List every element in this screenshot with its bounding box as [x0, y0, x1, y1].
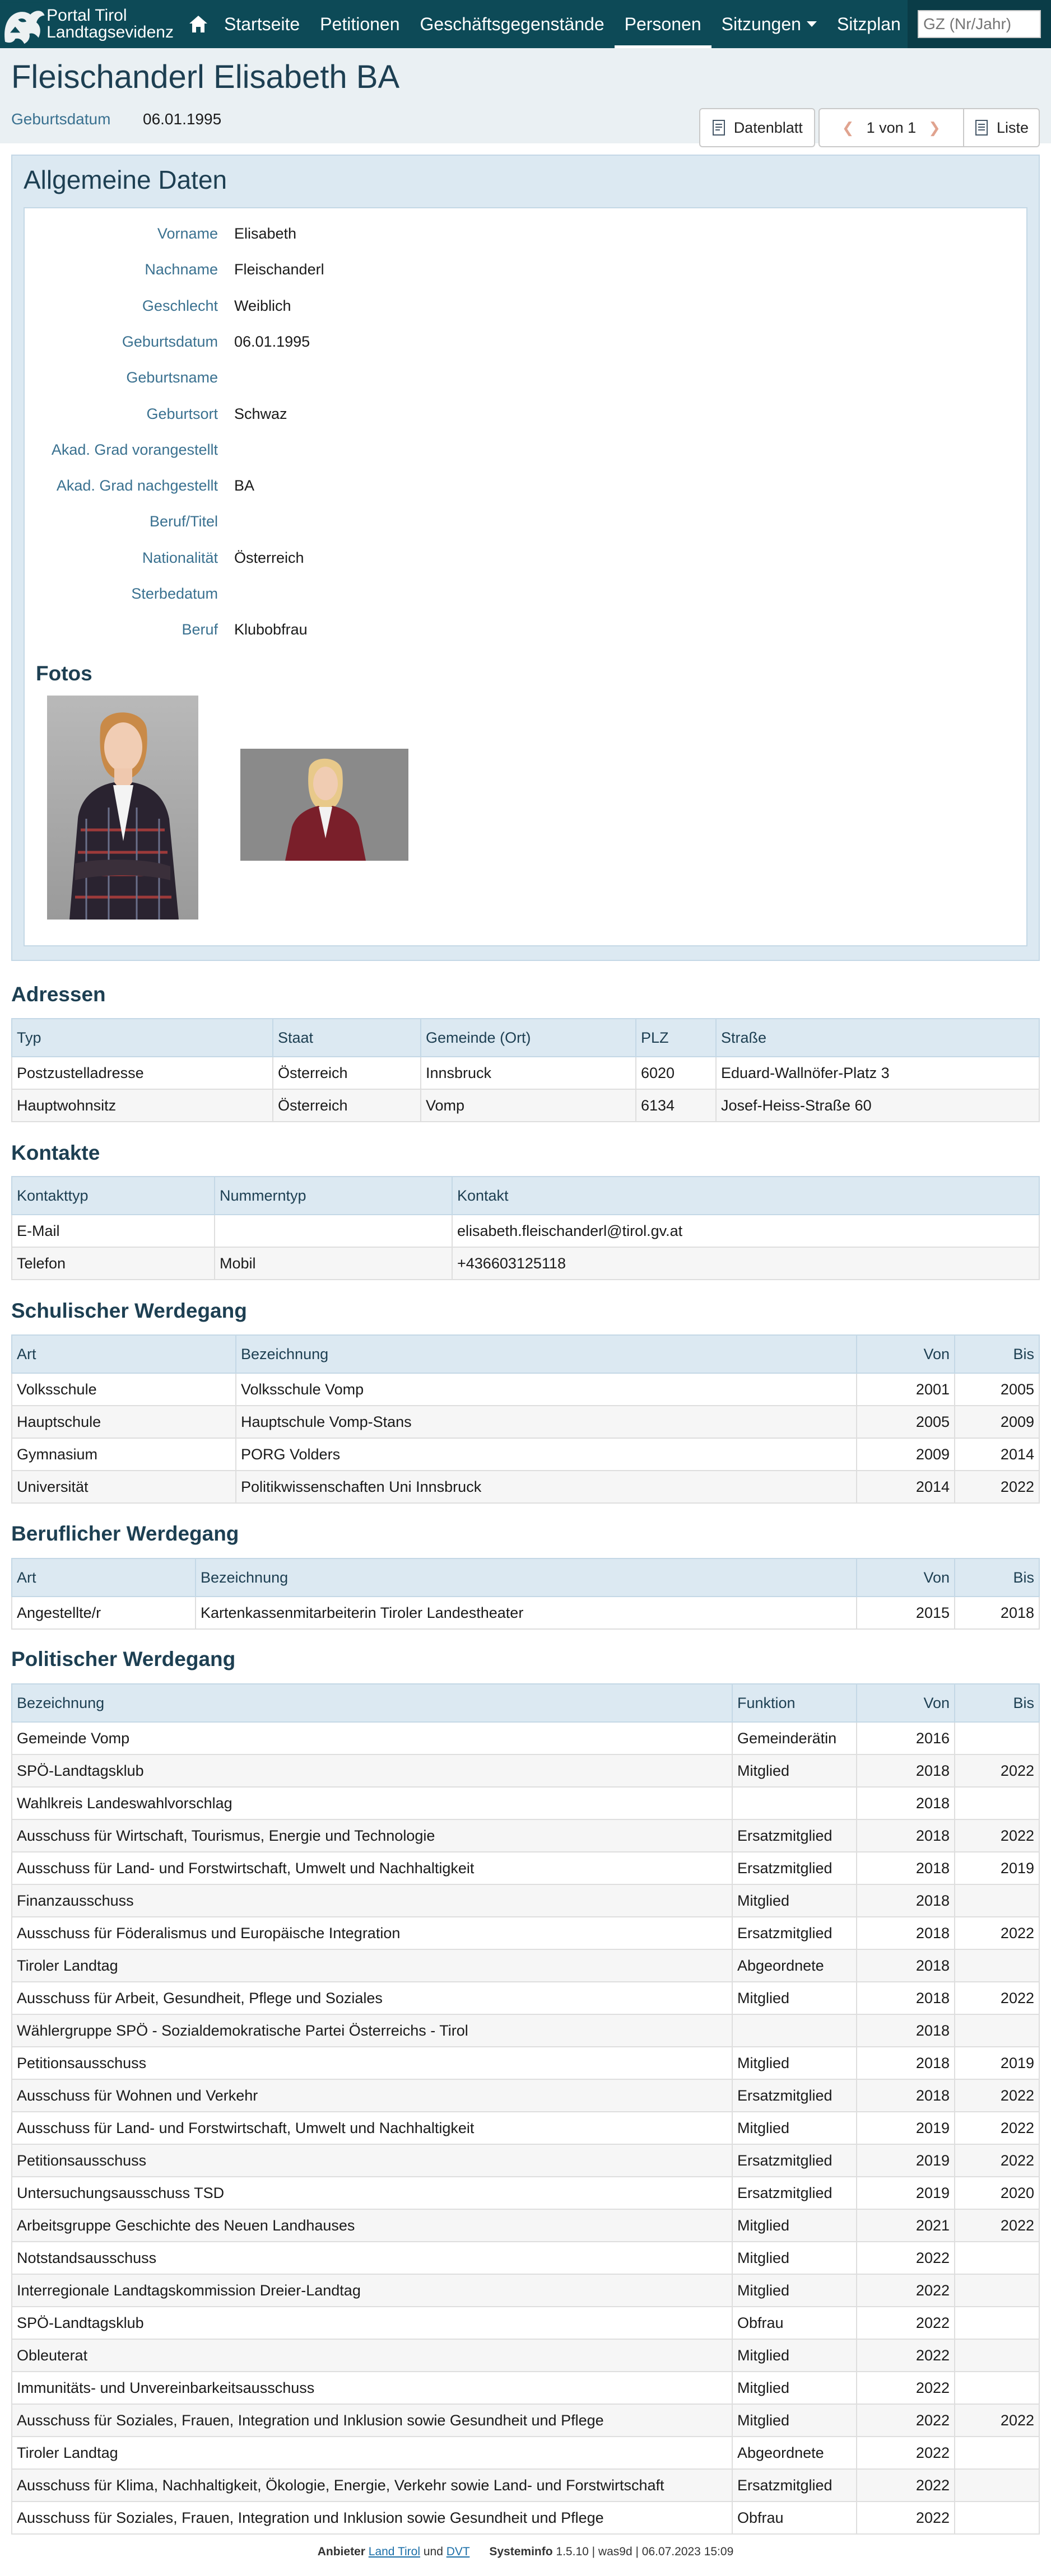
table-cell: Universität: [12, 1471, 236, 1503]
table-cell: Ersatzmitglied: [732, 1852, 857, 1884]
column-header: Straße: [716, 1019, 1039, 1057]
table-cell: Ersatzmitglied: [732, 1819, 857, 1852]
table-row: [12, 1722, 1039, 1754]
table-cell: 2015: [857, 1597, 955, 1629]
search-area: [908, 0, 1051, 48]
table-cell: 2009: [955, 1406, 1039, 1438]
adressen-title: Adressen: [11, 983, 106, 1006]
table-cell: 2018: [955, 1597, 1039, 1629]
table-cell: Ersatzmitglied: [732, 2177, 857, 2209]
field-value: BA: [234, 477, 255, 494]
table-row: [12, 2437, 1039, 2469]
table-row: [12, 2469, 1039, 2502]
table-cell: 2018: [857, 1949, 955, 1982]
table-cell: 2018: [857, 1754, 955, 1787]
footer-und: und: [423, 2545, 443, 2558]
column-header: Nummerntyp: [215, 1177, 452, 1215]
table-cell: [955, 1787, 1039, 1819]
table-cell: 2019: [857, 2112, 955, 2144]
liste-button[interactable]: [964, 109, 1039, 146]
table-cell: 2014: [857, 1471, 955, 1503]
table-row: [12, 2144, 1039, 2177]
footer-systeminfo-value: 1.5.10 | was9d | 06.07.2023 15:09: [556, 2545, 734, 2558]
field-label: Beruf: [182, 621, 218, 638]
table-cell: Interregionale Landtagskommission Dreier-Landtag: [12, 2274, 732, 2307]
field-value: Fleischanderl: [234, 261, 324, 278]
record-toolbar: [699, 108, 1040, 147]
column-header: Von: [857, 1558, 955, 1597]
table-cell: Wahlkreis Landeswahlvorschlag: [12, 1787, 732, 1819]
table-row: [12, 2112, 1039, 2144]
table-cell: Tiroler Landtag: [12, 1949, 732, 1982]
table-cell: 2022: [857, 2502, 955, 2534]
table-cell: 2018: [857, 2047, 955, 2079]
table-cell: [955, 2274, 1039, 2307]
column-header: Bis: [955, 1684, 1039, 1722]
table-cell: 2022: [955, 1471, 1039, 1503]
table-cell: [732, 2014, 857, 2047]
column-header: Bis: [955, 1335, 1039, 1373]
field-row: [25, 369, 1027, 391]
table-cell: 2018: [857, 2079, 955, 2112]
footer-systeminfo-label: Systeminfo: [489, 2545, 553, 2558]
table-row: [12, 2079, 1039, 2112]
table-cell: [955, 2437, 1039, 2469]
table-cell: 2022: [857, 2469, 955, 2502]
field-label: Beruf/Titel: [149, 513, 218, 530]
table-row: [12, 1982, 1039, 2014]
table-cell: Hauptschule: [12, 1406, 236, 1438]
table-row: [12, 1597, 1039, 1629]
eagle-logo-icon: [0, 0, 46, 48]
table-row: [12, 2502, 1039, 2534]
footer: [0, 2545, 1051, 2576]
page-header: [0, 48, 1051, 143]
column-header: Bezeichnung: [196, 1558, 857, 1597]
table-row: [12, 2307, 1039, 2339]
table-row: [12, 2014, 1039, 2047]
field-value: Österreich: [234, 549, 304, 566]
brand[interactable]: [0, 0, 174, 48]
table-cell: Petitionsausschuss: [12, 2047, 732, 2079]
table-cell: 2018: [857, 1884, 955, 1917]
table-cell: 2020: [955, 2177, 1039, 2209]
table-row: [12, 1471, 1039, 1503]
table-row: [12, 1754, 1039, 1787]
beruf-table: [11, 1558, 1040, 1630]
field-row: [25, 225, 1027, 248]
table-cell: 2022: [857, 2339, 955, 2372]
brand-text: [46, 7, 174, 41]
column-header: PLZ: [636, 1019, 716, 1057]
nav-personen[interactable]: Personen: [615, 0, 711, 48]
field-row: [25, 477, 1027, 500]
table-row: [12, 1373, 1039, 1406]
table-cell: [955, 1722, 1039, 1754]
field-value: Schwaz: [234, 405, 287, 422]
table-row: [12, 1852, 1039, 1884]
table-cell: 2022: [857, 2242, 955, 2274]
table-cell: 2022: [955, 1982, 1039, 2014]
table-cell: Postzustelladresse: [12, 1057, 273, 1089]
table-cell: [955, 2307, 1039, 2339]
table-cell: 2022: [857, 2307, 955, 2339]
schule-table: [11, 1334, 1040, 1504]
allgemeine-daten-title: Allgemeine Daten: [24, 165, 227, 194]
table-cell: Mobil: [215, 1247, 452, 1280]
chevron-right-icon[interactable]: ❯: [928, 119, 941, 136]
kontakte-table: [11, 1176, 1040, 1280]
politik-table: [11, 1683, 1040, 2535]
pager-group: [819, 108, 1040, 147]
field-label: Vorname: [157, 225, 218, 242]
table-cell: Tiroler Landtag: [12, 2437, 732, 2469]
column-header: Kontakt: [452, 1177, 1039, 1215]
field-value: Weiblich: [234, 297, 291, 314]
table-cell: 2018: [857, 1852, 955, 1884]
footer-link-land-tirol[interactable]: Land Tirol: [368, 2545, 420, 2558]
table-row: [12, 2372, 1039, 2404]
table-cell: Mitglied: [732, 2047, 857, 2079]
table-cell: elisabeth.fleischanderl@tirol.gv.at: [452, 1215, 1039, 1247]
table-cell: PORG Volders: [236, 1438, 857, 1471]
table-cell: Ausschuss für Soziales, Frauen, Integration und Inklusion sowie Gesundheit und Pflege: [12, 2404, 732, 2437]
table-cell: Obfrau: [732, 2307, 857, 2339]
list-icon: [974, 119, 990, 136]
table-cell: Kartenkassenmitarbeiterin Tiroler Landestheater: [196, 1597, 857, 1629]
table-cell: Mitglied: [732, 1884, 857, 1917]
table-cell: 2022: [857, 2437, 955, 2469]
table-cell: Mitglied: [732, 1754, 857, 1787]
table-cell: 2022: [857, 2274, 955, 2307]
brand-line1: Portal Tirol: [46, 6, 127, 25]
table-cell: Notstandsausschuss: [12, 2242, 732, 2274]
table-cell: Gemeinde Vomp: [12, 1722, 732, 1754]
column-header: Art: [12, 1335, 236, 1373]
gz-search-input[interactable]: [918, 10, 1041, 38]
field-value: 06.01.1995: [234, 333, 310, 350]
field-label: Geburtsname: [126, 369, 218, 386]
nav-sitzplan[interactable]: Sitzplan: [836, 13, 901, 34]
table-row: [12, 1438, 1039, 1471]
table-cell: Gemeinderätin: [732, 1722, 857, 1754]
table-cell: 2005: [857, 1406, 955, 1438]
adressen-table: [11, 1018, 1040, 1122]
column-header: Bis: [955, 1558, 1039, 1597]
column-header: Bezeichnung: [12, 1684, 732, 1722]
column-header: Staat: [273, 1019, 421, 1057]
field-value: Klubobfrau: [234, 621, 308, 638]
table-cell: 2022: [857, 2404, 955, 2437]
field-label: Geburtsort: [146, 405, 218, 422]
table-row: [12, 2177, 1039, 2209]
table-cell: Mitglied: [732, 2339, 857, 2372]
table-cell: Wählergruppe SPÖ - Sozialdemokratische Partei Österreichs - Tirol: [12, 2014, 732, 2047]
table-row: [12, 1406, 1039, 1438]
table-row: [12, 2242, 1039, 2274]
table-cell: Vomp: [421, 1089, 636, 1122]
table-cell: [955, 1884, 1039, 1917]
table-cell: [955, 2469, 1039, 2502]
home-icon[interactable]: [183, 0, 214, 48]
field-label: Nachname: [145, 261, 218, 278]
table-cell: Mitglied: [732, 2274, 857, 2307]
table-cell: 2022: [955, 2144, 1039, 2177]
table-cell: Immunitäts- und Unvereinbarkeitsausschuss: [12, 2372, 732, 2404]
table-cell: Politikwissenschaften Uni Innsbruck: [236, 1471, 857, 1503]
header-birthdate-label: Geburtsdatum: [11, 110, 111, 128]
main-nav: [183, 0, 964, 48]
table-cell: Mitglied: [732, 2112, 857, 2144]
header-birthdate-value: 06.01.1995: [143, 110, 222, 128]
table-cell: Petitionsausschuss: [12, 2144, 732, 2177]
table-cell: 2018: [857, 2014, 955, 2047]
table-cell: Ausschuss für Arbeit, Gesundheit, Pflege und Soziales: [12, 1982, 732, 2014]
column-header: Funktion: [732, 1684, 857, 1722]
table-cell: 2022: [955, 1819, 1039, 1852]
chevron-down-icon: [807, 21, 817, 27]
field-row: [25, 585, 1027, 608]
field-label: Geburtsdatum: [122, 333, 218, 350]
table-cell: 2016: [857, 1722, 955, 1754]
allgemeine-daten-panel: [11, 155, 1040, 961]
table-cell: Ersatzmitglied: [732, 2079, 857, 2112]
field-label: Geschlecht: [142, 297, 218, 314]
column-header: Bezeichnung: [236, 1335, 857, 1373]
table-cell: [955, 2014, 1039, 2047]
table-row: [12, 1949, 1039, 1982]
field-label: Akad. Grad vorangestellt: [51, 441, 218, 458]
table-cell: 2018: [857, 1982, 955, 2014]
table-row: [12, 1917, 1039, 1949]
table-cell: 6134: [636, 1089, 716, 1122]
table-cell: Volksschule: [12, 1373, 236, 1406]
table-cell: 2019: [955, 1852, 1039, 1884]
column-header: Art: [12, 1558, 196, 1597]
table-cell: Untersuchungsausschuss TSD: [12, 2177, 732, 2209]
table-cell: [732, 1787, 857, 1819]
table-cell: Ersatzmitglied: [732, 2469, 857, 2502]
table-row: [12, 1247, 1039, 1280]
field-label: Sterbedatum: [131, 585, 218, 602]
column-header: Gemeinde (Ort): [421, 1019, 636, 1057]
table-cell: Eduard-Wallnöfer-Platz 3: [716, 1057, 1039, 1089]
table-cell: Ersatzmitglied: [732, 2144, 857, 2177]
table-cell: Abgeordnete: [732, 1949, 857, 1982]
table-cell: Mitglied: [732, 1982, 857, 2014]
table-cell: 2022: [955, 2079, 1039, 2112]
field-row: [25, 405, 1027, 428]
pager-text: 1 von 1: [866, 119, 917, 136]
table-cell: Ausschuss für Wirtschaft, Tourismus, Energie und Technologie: [12, 1819, 732, 1852]
chevron-left-icon[interactable]: ❮: [841, 119, 854, 136]
table-row: [12, 1884, 1039, 1917]
table-cell: Ausschuss für Land- und Forstwirtschaft, Umwelt und Nachhaltigkeit: [12, 2112, 732, 2144]
table-row: [12, 1819, 1039, 1852]
table-cell: Ausschuss für Soziales, Frauen, Integration und Inklusion sowie Gesundheit und Pflege: [12, 2502, 732, 2534]
table-cell: Hauptschule Vomp-Stans: [236, 1406, 857, 1438]
table-cell: Arbeitsgruppe Geschichte des Neuen Landhauses: [12, 2209, 732, 2242]
table-cell: Angestellte/r: [12, 1597, 196, 1629]
table-cell: Ausschuss für Wohnen und Verkehr: [12, 2079, 732, 2112]
table-cell: SPÖ-Landtagsklub: [12, 2307, 732, 2339]
table-cell: 2018: [857, 1917, 955, 1949]
column-header: Von: [857, 1335, 955, 1373]
nav-sitzungen[interactable]: [711, 0, 827, 48]
table-cell: 2019: [955, 2047, 1039, 2079]
table-cell: [215, 1215, 452, 1247]
fotos-title: Fotos: [36, 662, 92, 685]
table-cell: Ausschuss für Föderalismus und Europäische Integration: [12, 1917, 732, 1949]
beruf-title: Beruflicher Werdegang: [11, 1522, 239, 1545]
table-cell: Mitglied: [732, 2404, 857, 2437]
table-cell: 2005: [955, 1373, 1039, 1406]
table-row: [12, 1787, 1039, 1819]
table-row: [12, 2339, 1039, 2372]
table-cell: 2022: [955, 2112, 1039, 2144]
nav-geschaeftsgegenstaende[interactable]: Geschäftsgegenstände: [420, 13, 604, 34]
table-cell: Finanzausschuss: [12, 1884, 732, 1917]
page-title: Fleischanderl Elisabeth BA: [11, 59, 400, 95]
pager: [820, 109, 964, 146]
nav-startseite[interactable]: Startseite: [224, 13, 300, 34]
table-cell: Innsbruck: [421, 1057, 636, 1089]
field-label: Nationalität: [142, 549, 218, 566]
table-cell: 2018: [857, 1819, 955, 1852]
table-cell: Österreich: [273, 1089, 421, 1122]
liste-label: Liste: [996, 119, 1029, 136]
field-value: Elisabeth: [234, 225, 297, 242]
table-cell: 2022: [857, 2372, 955, 2404]
table-cell: E-Mail: [12, 1215, 215, 1247]
table-cell: Hauptwohnsitz: [12, 1089, 273, 1122]
table-cell: 2021: [857, 2209, 955, 2242]
table-cell: Abgeordnete: [732, 2437, 857, 2469]
column-header: Typ: [12, 1019, 273, 1057]
table-cell: [955, 2242, 1039, 2274]
table-cell: SPÖ-Landtagsklub: [12, 1754, 732, 1787]
datenblatt-button[interactable]: [699, 108, 815, 147]
table-cell: Gymnasium: [12, 1438, 236, 1471]
table-cell: Volksschule Vomp: [236, 1373, 857, 1406]
person-photo-portrait[interactable]: [47, 696, 198, 920]
field-row: [25, 333, 1027, 356]
datenblatt-label: Datenblatt: [733, 119, 803, 136]
table-cell: Obfrau: [732, 2502, 857, 2534]
table-cell: Josef-Heiss-Straße 60: [716, 1089, 1039, 1122]
field-row: [25, 297, 1027, 320]
politik-title: Politischer Werdegang: [11, 1648, 236, 1670]
field-row: [25, 261, 1027, 283]
table-row: [12, 1089, 1039, 1122]
field-label: Akad. Grad nachgestellt: [56, 477, 218, 494]
table-cell: 2009: [857, 1438, 955, 1471]
document-icon: [711, 119, 727, 136]
table-cell: Mitglied: [732, 2242, 857, 2274]
person-photo-landscape[interactable]: [240, 749, 408, 861]
table-cell: Mitglied: [732, 2209, 857, 2242]
table-cell: [955, 1949, 1039, 1982]
allgemeine-daten-content: [24, 207, 1027, 946]
table-cell: +436603125118: [452, 1247, 1039, 1280]
table-cell: 2001: [857, 1373, 955, 1406]
column-header: Von: [857, 1684, 955, 1722]
table-row: [12, 1057, 1039, 1089]
table-row: [12, 1215, 1039, 1247]
field-row: [25, 441, 1027, 464]
table-row: [12, 2047, 1039, 2079]
field-row: [25, 621, 1027, 643]
table-cell: 2018: [857, 1787, 955, 1819]
table-cell: Ausschuss für Land- und Forstwirtschaft, Umwelt und Nachhaltigkeit: [12, 1852, 732, 1884]
table-cell: Österreich: [273, 1057, 421, 1089]
footer-link-dvt[interactable]: DVT: [446, 2545, 470, 2558]
table-cell: [955, 2502, 1039, 2534]
table-cell: Ersatzmitglied: [732, 1917, 857, 1949]
table-cell: Telefon: [12, 1247, 215, 1280]
brand-line2: Landtagsevidenz: [46, 23, 174, 41]
table-row: [12, 2404, 1039, 2437]
column-header: Kontakttyp: [12, 1177, 215, 1215]
table-cell: 2019: [857, 2177, 955, 2209]
table-cell: 2014: [955, 1438, 1039, 1471]
table-cell: 2022: [955, 2404, 1039, 2437]
table-cell: Mitglied: [732, 2372, 857, 2404]
table-cell: 2022: [955, 1754, 1039, 1787]
table-cell: 6020: [636, 1057, 716, 1089]
schule-title: Schulischer Werdegang: [11, 1299, 247, 1322]
footer-anbieter-label: Anbieter: [317, 2545, 365, 2558]
nav-petitionen[interactable]: Petitionen: [320, 13, 400, 34]
kontakte-title: Kontakte: [11, 1141, 100, 1164]
table-cell: [955, 2372, 1039, 2404]
table-row: [12, 2209, 1039, 2242]
table-cell: Obleuterat: [12, 2339, 732, 2372]
table-cell: 2019: [857, 2144, 955, 2177]
field-row: [25, 513, 1027, 535]
field-row: [25, 549, 1027, 572]
nav-sitzungen-label: Sitzungen: [721, 13, 801, 34]
table-cell: 2022: [955, 2209, 1039, 2242]
table-cell: 2022: [955, 1917, 1039, 1949]
table-row: [12, 2274, 1039, 2307]
table-cell: [955, 2339, 1039, 2372]
table-cell: Ausschuss für Klima, Nachhaltigkeit, Ökologie, Energie, Verkehr sowie Land- und Forstwirtschaft: [12, 2469, 732, 2502]
top-navigation: [0, 0, 1051, 48]
